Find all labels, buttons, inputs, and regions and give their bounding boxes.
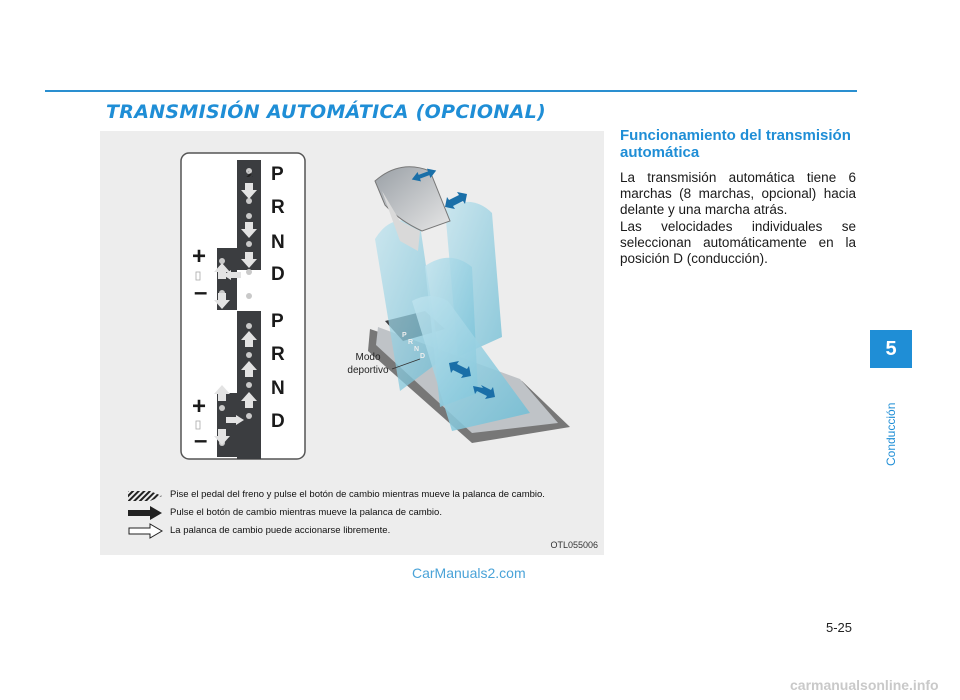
legend-item: [170, 507, 442, 518]
gear-letter: R: [271, 344, 285, 365]
gear-letter: P: [271, 311, 284, 332]
gear-letter: N: [271, 378, 285, 399]
plus-sign: +: [192, 243, 207, 270]
hatched-arrow-icon: [128, 491, 162, 501]
chapter-tab: 5: [870, 330, 912, 368]
top-rule: [45, 90, 857, 92]
lever-letter: N: [414, 346, 420, 353]
legend-text: Pise el pedal del freno y pulse el botón de cambio mientras mueve la palanca de cambio.: [170, 489, 545, 500]
paragraph: Las velocidades individuales se seleccionan automáticamente en la posición D (conducción).: [620, 219, 856, 266]
section-title: TRANSMISIÓN AUTOMÁTICA (OPCIONAL): [106, 101, 546, 123]
chapter-label: Conducción: [884, 402, 898, 466]
gear-letter: D: [271, 264, 285, 285]
legend-text: La palanca de cambio puede accionarse libremente.: [170, 525, 391, 536]
legend-text: Pulse el botón de cambio mientras mueve la palanca de cambio.: [170, 507, 442, 518]
shift-pattern-figure: [100, 131, 604, 555]
gear-letter: R: [271, 197, 285, 218]
legend-item: [170, 525, 390, 536]
figure-code: OTL055006: [550, 540, 598, 550]
gear-letter: D: [271, 411, 285, 432]
page-number: 5-25: [826, 620, 853, 635]
lever-letter: D: [420, 353, 426, 360]
lever-letter: P: [402, 332, 407, 339]
footer-site[interactable]: carmanualsonline.info: [790, 677, 939, 693]
gear-letter: N: [271, 232, 285, 253]
legend-item: [170, 489, 545, 500]
paragraph: La transmisión automática tiene 6 marchas (8 marchas, opcional) hacia delante y una marcha atrás.: [620, 170, 856, 217]
modo-deportivo-label: Modo deportivo: [347, 352, 389, 376]
content-heading: Funcionamiento del transmisión automática: [620, 127, 851, 161]
watermark[interactable]: CarManuals2.com: [412, 565, 526, 581]
minus-sign: –: [194, 427, 208, 454]
outline-arrow-icon: [129, 524, 162, 538]
solid-arrow-icon: [128, 506, 162, 520]
plus-sign: +: [192, 393, 207, 420]
lever-letter: R: [408, 339, 414, 346]
minus-sign: –: [194, 279, 208, 306]
gear-letter: P: [271, 164, 284, 185]
